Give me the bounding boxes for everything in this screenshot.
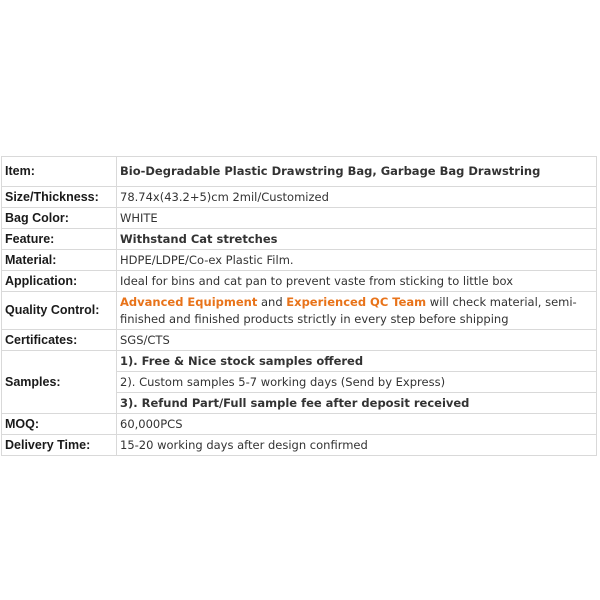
spec-label-feature: Feature: — [2, 229, 117, 250]
spec-label-color: Bag Color: — [2, 208, 117, 229]
spec-row-quality — [2, 292, 597, 330]
spec-row-material — [2, 250, 597, 271]
spec-value-certificates: SGS/CTS — [117, 330, 597, 351]
quality-highlight-equipment: Advanced Equipment — [120, 294, 258, 309]
spec-label-item: Item: — [2, 157, 117, 187]
quality-highlight-team: Experienced QC Team — [286, 294, 427, 309]
spec-value-delivery: 15-20 working days after design confirmed — [117, 435, 597, 456]
quality-text-1: will check material, semi- — [426, 294, 577, 309]
spec-label-size: Size/Thickness: — [2, 187, 117, 208]
spec-label-moq: MOQ: — [2, 414, 117, 435]
spec-value-samples-1: 1). Free & Nice stock samples offered — [117, 351, 597, 372]
spec-row-application — [2, 271, 597, 292]
spec-value-samples-2: 2). Custom samples 5-7 working days (Send by Express) — [117, 372, 597, 393]
spec-row-delivery — [2, 435, 597, 456]
spec-value-samples-3: 3). Refund Part/Full sample fee after deposit received — [117, 393, 597, 414]
spec-value-color: WHITE — [117, 208, 597, 229]
spec-label-certificates: Certificates: — [2, 330, 117, 351]
spec-value-feature: Withstand Cat stretches — [117, 229, 597, 250]
spec-row-samples-1 — [2, 351, 597, 372]
spec-value-size: 78.74x(43.2+5)cm 2mil/Customized — [117, 187, 597, 208]
product-spec-table — [1, 156, 597, 456]
spec-row-item — [2, 157, 597, 187]
spec-label-material: Material: — [2, 250, 117, 271]
quality-line-1 — [120, 294, 596, 311]
spec-value-application: Ideal for bins and cat pan to prevent vaste from sticking to little box — [117, 271, 597, 292]
spec-row-size — [2, 187, 597, 208]
quality-and: and — [257, 294, 287, 309]
spec-label-samples: Samples: — [2, 351, 117, 414]
spec-label-delivery: Delivery Time: — [2, 435, 117, 456]
quality-line-2: finished and finished products strictly in every step before shipping — [120, 311, 509, 326]
spec-value-quality — [117, 292, 597, 330]
spec-value-item: Bio-Degradable Plastic Drawstring Bag, Garbage Bag Drawstring — [117, 157, 597, 187]
spec-row-certificates — [2, 330, 597, 351]
spec-value-moq: 60,000PCS — [117, 414, 597, 435]
spec-row-feature — [2, 229, 597, 250]
spec-value-material: HDPE/LDPE/Co-ex Plastic Film. — [117, 250, 597, 271]
spec-label-application: Application: — [2, 271, 117, 292]
spec-row-moq — [2, 414, 597, 435]
spec-row-color — [2, 208, 597, 229]
spec-label-quality: Quality Control: — [2, 292, 117, 330]
